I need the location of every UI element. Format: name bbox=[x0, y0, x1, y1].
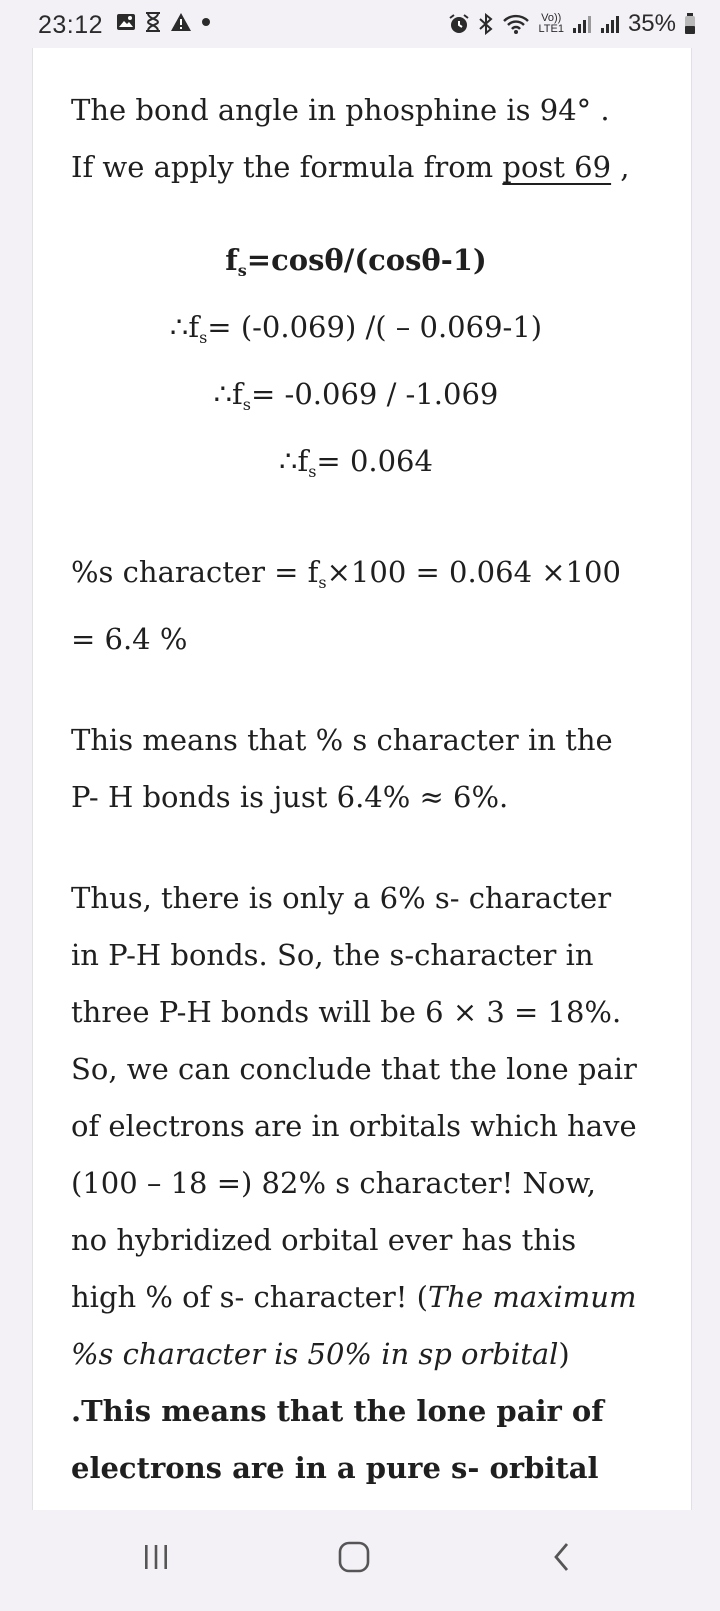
alarm-icon bbox=[448, 13, 470, 35]
battery-percent: 35% bbox=[627, 10, 676, 37]
navigation-bar bbox=[0, 1510, 720, 1600]
wifi-icon bbox=[502, 13, 530, 35]
article-card bbox=[32, 48, 692, 1510]
article-content bbox=[71, 82, 641, 1611]
back-icon[interactable] bbox=[542, 1540, 582, 1574]
dot-icon bbox=[201, 17, 211, 27]
status-time: 23:12 bbox=[38, 11, 104, 39]
post-69-link[interactable]: post 69 bbox=[502, 150, 612, 184]
warning-icon bbox=[170, 12, 192, 32]
paragraph-bond-angle: The bond angle in phosphine is 94° . If we apply the formula from post 69 , bbox=[71, 93, 630, 184]
paragraph-conclusion: Thus, there is only a 6% s- character in P-H bonds. So, the s-character in three P-H bonds will be 6 × 3 = 18%. So, we can conclude that the lone pair of electrons are in orbitals which have (100 – 18 =) 82% s character! Now, no hybridized orbital ever has this high % of s- character! (The maximum %s character is 50% in sp orbital) .This means that the lone pair of electrons are in a pure s- orbital bbox=[71, 870, 641, 1611]
italic-note: The maximum %s character is 50% in sp orbital bbox=[71, 1280, 637, 1371]
recents-icon[interactable] bbox=[136, 1540, 176, 1574]
hourglass-icon bbox=[145, 12, 161, 32]
signal-icon bbox=[600, 14, 620, 34]
paragraph-s-character: %s character = $f_s\times 100 = 0.064 \times 100 = 6.4$ % bbox=[71, 555, 621, 656]
paragraph-meaning: This means that % s character in the P- H bonds is just 6.4% ≈ 6%. bbox=[71, 723, 613, 814]
status-bar bbox=[0, 0, 720, 48]
gallery-icon bbox=[116, 12, 136, 32]
equation-step-2: $\therefore f_s= -0.069 / -1.069$ bbox=[213, 377, 499, 414]
equation-formula: $f_s=\cos\theta/(\cos\theta-1)$ bbox=[225, 243, 487, 280]
signal-icon bbox=[572, 14, 592, 34]
home-icon[interactable] bbox=[334, 1540, 374, 1574]
equation-step-1: $\therefore f_s= (-0.069)$ /( – 0.069-1) bbox=[169, 310, 543, 347]
volte-icon: Vo)) LTE1 bbox=[538, 12, 564, 35]
equation-result: $\therefore f_s= 0.064$ bbox=[279, 444, 433, 481]
battery-icon bbox=[684, 13, 696, 35]
bold-conclusion: .This means that the lone pair of electrons are in a pure s- orbital bbox=[71, 1394, 604, 1485]
bluetooth-icon bbox=[478, 13, 494, 35]
